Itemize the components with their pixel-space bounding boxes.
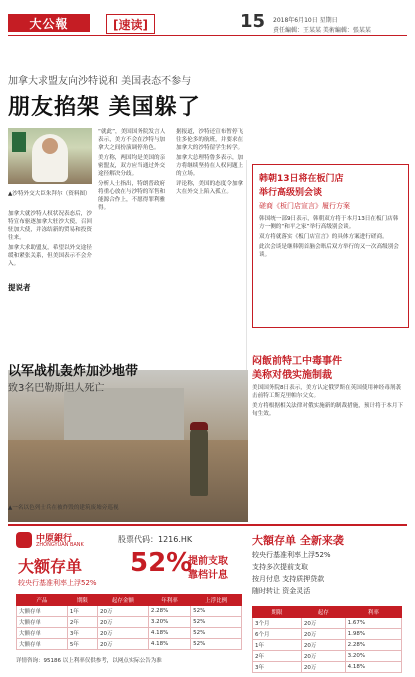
top-story-intro	[8, 210, 92, 278]
table-cell: 52%	[191, 639, 242, 650]
table-cell: 4.18%	[148, 639, 190, 650]
ad-side-line-2: 靠档计息	[188, 570, 228, 581]
table-row	[17, 628, 242, 639]
bank-advertisement	[8, 524, 407, 671]
table-cell: 3年	[253, 662, 302, 673]
table-row	[17, 617, 242, 628]
table-cell: 1年	[253, 640, 302, 651]
table-row	[253, 618, 402, 629]
table-row	[253, 629, 402, 640]
table-header: 上浮比例	[191, 595, 242, 606]
intro-paragraph: 加拿大求助盟友，希望以外交途径缓和紧张关系，但美国表示不会介入。	[8, 245, 92, 267]
staffline: 責任編輯：王某某 美術編輯：張某某	[273, 27, 371, 34]
table-cell: 52%	[191, 628, 242, 639]
body-paragraph: 据报道，沙特还宣布暂停飞往多伦多的航班，并要求在加拿大的沙特留学生转学。	[176, 129, 244, 151]
table-header: 利率	[345, 607, 401, 618]
top-story-column-3	[176, 128, 244, 350]
top-story-column-2	[98, 128, 170, 350]
table-cell: 20万	[301, 662, 345, 673]
cap-graphic	[190, 422, 208, 430]
intro-paragraph: 加拿大就沙特人权状况表态后，沙特宣布驱逐加拿大驻沙大使，召回驻加大使，并冻结新的贸易和投资往来。	[8, 211, 92, 241]
page-number: 15	[240, 11, 266, 32]
ad-big-text: 大额存单	[18, 557, 83, 576]
table-header: 起存金额	[97, 595, 148, 606]
table-cell: 大额存单	[17, 606, 68, 617]
table-cell: 6个月	[253, 629, 302, 640]
table-cell: 20万	[301, 651, 345, 662]
table-cell: 4.18%	[148, 628, 190, 639]
top-story-headline: 朋友掐架 美国躲了	[8, 95, 201, 120]
table-cell: 3.20%	[148, 617, 190, 628]
body-paragraph: 美方将根据相关法律对俄实施新的制裁措施，预计将于本月下旬生效。	[252, 403, 404, 417]
table-row	[17, 639, 242, 650]
table-cell: 大额存单	[17, 639, 68, 650]
brand-logo: 大公報	[8, 14, 90, 32]
ad-right-line: 支持多次提前支取	[252, 563, 308, 571]
box-story-body	[259, 215, 401, 321]
top-story-photo	[8, 128, 92, 184]
table-cell: 52%	[191, 617, 242, 628]
ad-right-line: 随时转让 资金灵活	[252, 587, 311, 595]
table-cell: 大额存单	[17, 617, 68, 628]
table-cell: 3年	[67, 628, 97, 639]
ad-hotline: 股票代码：1216.HK	[118, 535, 193, 544]
box-story-headline-2: 举行高级别会谈	[259, 188, 323, 198]
table-cell: 2.28%	[345, 640, 401, 651]
ad-right-title: 大額存单 全新来袭	[252, 534, 344, 547]
table-cell: 2年	[253, 651, 302, 662]
table-cell: 20万	[97, 617, 148, 628]
table-cell: 大额存单	[17, 628, 68, 639]
table-header: 产品	[17, 595, 68, 606]
table-cell: 20万	[97, 628, 148, 639]
top-story-photo-caption: ▲沙特外交大臣朱拜尔（资料图）	[8, 191, 91, 197]
bank-logo-icon	[16, 532, 32, 548]
ad-mini-table	[252, 606, 402, 673]
ad-rate: 52%	[130, 548, 193, 578]
table-row	[253, 640, 402, 651]
table-header: 期限	[253, 607, 302, 618]
ad-footer: 详情咨询：95186 以上利率仅供参考，以网点实际公告为准	[16, 658, 162, 664]
table-cell: 20万	[301, 629, 345, 640]
story2-headline-1: 闷飯前特工中毒事件	[252, 356, 342, 367]
table-row	[253, 662, 402, 673]
table-cell: 3个月	[253, 618, 302, 629]
story3-caption: ▲一名以色列士兵在被炸毁的建筑废墟旁巡视	[8, 505, 119, 511]
story2-headline-2: 美称对俄实施制裁	[252, 370, 332, 381]
story2-body	[252, 384, 406, 520]
table-cell: 20万	[301, 640, 345, 651]
top-story-kicker: 加拿大求盟友向沙特说和 美国表态不参与	[8, 76, 192, 87]
box-story	[252, 164, 409, 328]
table-cell: 1.67%	[345, 618, 401, 629]
body-paragraph: 韩国统一部9日表示，韩朝双方将于本月13日在板门店韩方一侧的“和平之家”举行高级别会谈。	[259, 216, 399, 230]
table-cell: 20万	[97, 639, 148, 650]
table-cell: 1年	[67, 606, 97, 617]
ad-right-line: 较央行基准利率上浮52%	[252, 551, 331, 559]
table-cell: 52%	[191, 606, 242, 617]
table-row	[17, 606, 242, 617]
face-graphic	[42, 138, 58, 154]
soldier-graphic	[190, 426, 208, 496]
header-rule	[8, 35, 407, 36]
table-cell: 20万	[301, 618, 345, 629]
body-paragraph: 美国国务院8日表示，美方认定俄罗斯在英国使用神经毒剂袭击前特工斯克里帕尔父女。	[252, 385, 401, 399]
ad-right-panel	[244, 526, 407, 671]
body-paragraph: 评论称，美国的态度令加拿大在外交上陷入孤立。	[176, 181, 244, 195]
ad-sub-text: 较央行基准利率上浮52%	[18, 579, 97, 587]
table-cell: 3.20%	[345, 651, 401, 662]
section-tag: [速读]	[106, 14, 155, 34]
table-cell: 5年	[67, 639, 97, 650]
story3-deck: 致3名巴勒斯坦人死亡	[8, 383, 105, 394]
table-cell: 1.98%	[345, 629, 401, 640]
table-header: 年利率	[148, 595, 190, 606]
bank-name-en: ZHONGYUAN BANK	[36, 542, 84, 548]
body-paragraph: 双方将就落实《板门店宣言》的具体方案进行磋商。	[259, 234, 388, 240]
box-story-deck: 磋商《板门店宣言》履行方案	[259, 202, 350, 210]
ad-right-line: 按月付息 支持质押贷款	[252, 575, 325, 583]
section-label: 提说者	[8, 283, 31, 292]
masthead	[8, 8, 407, 58]
body-paragraph: 美方称，两国均是美国的亲密盟友，双方应当通过外交途径解决分歧。	[98, 155, 166, 177]
table-cell: 20万	[97, 606, 148, 617]
bank-name: 中原銀行	[36, 534, 73, 544]
building-graphic	[64, 388, 184, 444]
dateline: 2018年6月10日 星期日	[273, 17, 338, 24]
body-paragraph: “就此”，美国国务院发言人表示，美方不会在沙特与加拿大之间扮演调停角色。	[98, 129, 166, 151]
ad-rate-table	[16, 594, 242, 650]
table-row	[253, 651, 402, 662]
table-cell: 2年	[67, 617, 97, 628]
story3-headline: 以军战机轰炸加沙地带	[8, 364, 139, 379]
ad-side-line-1: 提前支取	[188, 556, 228, 567]
body-paragraph: 加拿大总理特鲁多表示，加方将继续坚持在人权问题上的立场。	[176, 155, 244, 177]
table-cell: 4.18%	[345, 662, 401, 673]
box-story-headline-1: 韩朝13日将在板门店	[259, 174, 344, 184]
table-header: 起存	[301, 607, 345, 618]
table-cell: 2.28%	[148, 606, 190, 617]
ad-left-panel	[8, 526, 243, 671]
table-header: 期限	[67, 595, 97, 606]
flag-graphic	[12, 132, 26, 152]
body-paragraph: 分析人士指出，特朗普政府将重心放在与沙特的军售和能源合作上，不愿得罪利雅得。	[98, 181, 166, 211]
body-paragraph: 此次会谈是继韩朝首脑会晤后双方举行的又一次高级别会谈。	[259, 244, 399, 258]
